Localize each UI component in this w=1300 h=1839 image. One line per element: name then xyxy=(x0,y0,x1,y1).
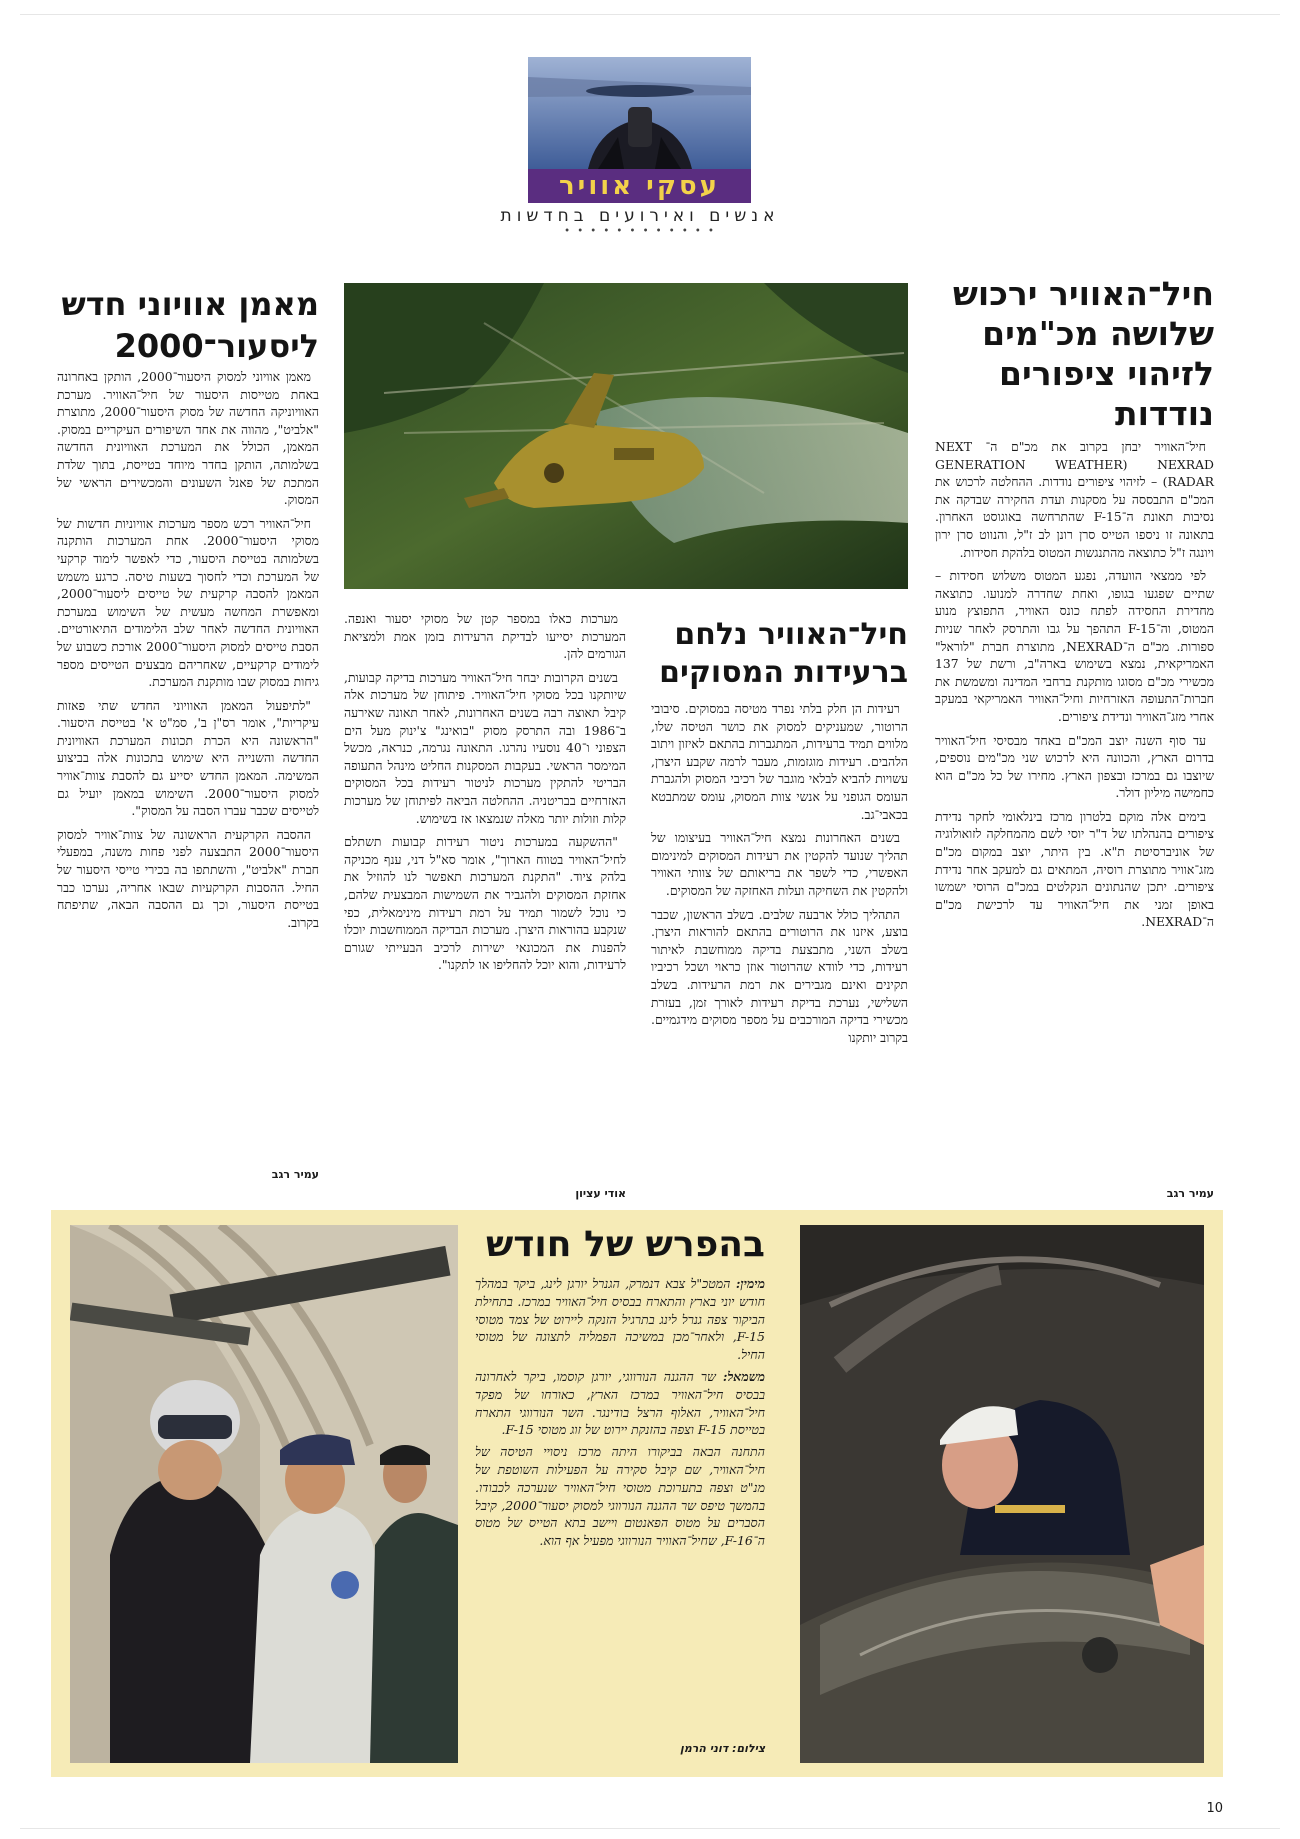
masthead-dots: • • • • • • • • • • • • xyxy=(564,226,716,237)
simulator-headline: מאמן אוויוני חדש ליסעור־2000 xyxy=(61,285,319,365)
bottom-rule xyxy=(20,1828,1280,1829)
birds-headline: חיל־האוויר ירכוש שלושה מכ"מים לזיהוי ציפורים נודדות xyxy=(952,274,1214,433)
feature-body xyxy=(475,1275,765,1550)
vibration-paragraph: התהליך כולל ארבעה שלבים. בשלב הראשון, שכבר בוצע, איזנו את הרוטורים בהתאם להוראות היצרן. בשלב השני, מתבצעת בדיקה ממוחשבת לאיתור רעידות, כדי לוודא שהרוטור אוזן כראוי ושכל רכיביו תקינים ואינם מגבירים את רמת הרעידות. בשלב השלישי, נערכת בדיקת רעידות לאורך זמן, בעזרת מכשירי בדיקה המורכבים על מספר מסוקים מידגמיים. בקרוב יותקנו xyxy=(651,906,908,1045)
feature-photo-credit: צילום: דוני הרמן xyxy=(680,1742,765,1755)
masthead-logo xyxy=(528,57,751,203)
birds-paragraph: חיל־האוויר יבחן בקרוב את מכ"ם ה־ NEXT GENERATION WEATHER) NEXRAD RADAR) – לזיהוי ציפורים נודדות. ההחלטה לרכוש את המכ"ם התבססה על מסקנות ועדת החקירה שבדקה את נסיבות תאונת ה־F-15 שהתרחשה באוגוסט האחרון. בתאונה זו ניספו הטייס סרן רונן לב ז"ל, והנווט סרן ירון ויונגה ז"ל כתוצאה מהתנגשות המטוס בלהקת חסידות. xyxy=(935,439,1214,560)
vibration-paragraph: בשנים הקרובות יבחר חיל־האוויר מערכות בדיקה קבועות, שיותקנו בכל מסוקי חיל־האוויר. פיתוחן של מערכות אלה קיבל תאוצה רבה בשנים האחרונות, לאחר תאונה שאירעה ב־1986 ובה התרסק מסוק "בואינג" צ'ינוק מעל הים הצפוני ו־40 נוסעיו נהרגו. התאונה נגרמה, כנראה, מכשל המימסר הראשי. בעקבות המסקנות החליט מינהל התעופה הבריטי להתקין מערכות לניטור רעידות בכל המסוקים האזרחיים בבריטניה. ההחלטה הביאה לפיתוחן של מערכות קלות וזולות יותר מאלה שנמצאו אז בשימוש. xyxy=(344,669,626,826)
page-number: 10 xyxy=(1206,1801,1223,1816)
vibration-paragraph: "ההשקעה במערכות ניטור רעידות קבועות תשתלם לחיל־האוויר בטווח הארוך", אומר סא"ל דני, ענף מכניקה בלהק ציוד. "התקנת המערכות תאפשר לנו להוזיל את אחזקת המסוקים ולהגביר את השמישות המבצעית שלהם, כי נוכל לשמור תמיד על רמת רעידות מינימאלית, כפי שנקבע בהוראות היצרן. מערכות הבדיקה הממוחשבות יוכלו להפנות את המכונאי ישירות לרכיב הבעייתי שגורם לרעידות, והוא יוכל להחליפו או לתקנו". xyxy=(344,834,626,973)
simulator-paragraph: "לתיפעול המאמן האוויוני החדש שתי פאזות עיקריות", אומר רס"ן ב', סמ"ט א' בטייסת היסעור. "הראשונה היא הכרת תכונות המערכת האוויונית החדשה והשנייה היא שימוש בתכונות אלה בביצוע המשימה. המאמן החדש יסייע גם להסבת צוות־אוויר למסוק היסעור־2000. השימוש במאמן יועיל גם לטייסים שכבר עברו הסבה על המסוק". xyxy=(57,697,319,819)
feature-lead-right: מימין: xyxy=(735,1276,765,1291)
top-rule xyxy=(20,14,1280,15)
feature-paragraph xyxy=(475,1275,765,1364)
feature-paragraph xyxy=(475,1368,765,1439)
vibration-paragraph: בשנים האחרונות נמצא חיל־האוויר בעיצומו של תהליך שנועד להקטין את רעידות המסוקים למינימום האפשרי, כדי לשפר את בריאותם של צוותי האוויר ולהקטין את השחיקה ועלות האחזקה של המסוקים. xyxy=(651,830,908,898)
masthead-subtitle: אנשים ואירועים בחדשות xyxy=(500,206,780,226)
helicopter-photo xyxy=(344,283,908,589)
vibration-body-continued xyxy=(344,610,626,980)
vibration-paragraph: רעידות הן חלק בלתי נפרד מטיסה במסוקים. סיבובי הרוטור, שמעניקים למסוק את כושר הטיסה שלו, מלווים תמיד ברעידות, המתגברות בהתאם לאיזון ויתוב הלהבים. רעידות מוגזמות, מעבר לרמה שקבע היצרן, עשויות להביא לבלאי מוגבר של רכיבי המסוק ולהגברת העומס הגופני על אנשי צוות המסוק, עומס שמתבטא בכאבי־גב. xyxy=(651,701,908,822)
birds-paragraph: בימים אלה מוקם בלטרון מרכז בינלאומי לחקר נדידת ציפורים בהנהלתו של ד"ר יוסי לשם מהמחלקה לזואולוגיה של אוניברסיטת ת"א. בין היתר, יוצב במקום מכ"ם מזג־אוויר מתוצרת רוסיה, המתאים גם למעקב אחר נדידת ציפורים. יתכן שהנתונים הנקלטים במכ"ם הרוסי ישמשו באופן זמני את חיל־האוויר עד לרכישת מכ"ם ה־NEXRAD. xyxy=(935,808,1214,930)
feature-headline: בהפרש של חודש xyxy=(485,1224,765,1265)
simulator-paragraph: ההסבה הקרקעית הראשונה של צוות־אוויר למסוק היסעור־2000 התבצעה לפני פחות משנה, במפעלי חברת "אלביט", והשתתפו בה בכירי טייסי היסעור של החיל. ההסבות הקרקעיות שבאו אחריה, נערכו כבר בטייסת היסעור, וכך גם ההסבה הבאה, שתיפתח בקרוב. xyxy=(57,826,319,930)
feature-lead-left: משמאל: xyxy=(722,1368,765,1384)
feature-text: המטכ"ל צבא דנמרק, הגנרל יורגן לינג, ביקר במהלך חודש יוני בארץ והתארח בבסיס חיל־האוויר במרכז. בתחילת הביקור צפה גנרל לינג בתרגיל הזנקה ליירוט של צמד מטוסי F-15, ולאחר־מכן במשיכה הפמליה לתצוגה של מטוסי החיל. xyxy=(475,1276,765,1363)
simulator-paragraph: חיל־האוויר רכש מספר מערכות אוויוניות חדשות של מסוקי היסעור־2000. אחת המערכות הותקנה בשלמותה בטייסת היסעור, כדי לאפשר לימוד קרקעי של המערכת וכדי לחסוך בשעות טיסה. כרגע משמש המאמן להסבה קרקעית של טייסים ליסעור־2000, ומאפשרת המחשה מעשית של השימוש במערכת האוויונית החדשה לאחר שלב הלימודים התיאורטיים. הסבת טייסים למסוק היסעור־2000 אורכת כשבוע של לימודים קרקעיים, שאחריהם מבצעים הטייסים מספר גיחות במסוק שבו מותקנת המערכת. xyxy=(57,515,319,690)
birds-author: עמיר רגב xyxy=(1166,1187,1214,1200)
birds-paragraph: עד סוף השנה יוצב המכ"ם באחד מבסיסי חיל־האוויר בדרום הארץ, והכוונה היא לרכוש שני מכ"מים נוספים, שיוצבו גם במרכז ובצפון הארץ. מחירו של כל מכ"ם הוא כחמישה מיליון דולר. xyxy=(935,732,1214,801)
feature-paragraph xyxy=(475,1443,765,1550)
helmet-photo xyxy=(70,1225,458,1763)
vibration-headline: חיל־האוויר נלחם ברעידות המסוקים xyxy=(659,617,908,690)
birds-paragraph: לפי ממצאי הוועדה, נפגע המטוס משלוש חסידות – שתיים שפגעו בגופו, ואחת שחדרה למנועו. כתוצאה מחדירת החסידה לפתח כונס האוויר, התפוצץ מנוע המטוס, וה־F-15 התהפך על גבו והתרסק לאחר שניות ספורות. מכ"ם ה־NEXRAD, מתוצרת חברת "לוראל" האמריקאית, נמצא בשימוש בארה"ב, ורשת של 137 מכשירי מכ"ם מסוגו מותקנת ברחבי המדינה ומשמשת את חברות־התעופה האזרחיות וחיל־האוויר האמריקאי במעקב אחרי מזג־האוויר ונדידת ציפורים. xyxy=(935,568,1215,724)
birds-body xyxy=(935,438,1214,937)
logo-text: עסקי אוויר xyxy=(559,171,720,201)
feature-text: שר ההגנה הנורווגי, יורגן קוסמו, ביקר לאחרונה בבסיס חיל־האוויר במרכז הארץ, כאורחו של מפקד חיל־האוויר, האלוף הרצל בודינגר. השר הנורווגי התארח בטייסת F-15 וצפה בהזנקת יירוט של זוג מטוסי F-15. xyxy=(475,1368,765,1438)
simulator-author: עמיר רגב xyxy=(271,1168,319,1181)
simulator-paragraph: מאמן אוויוני למסוק היסעור־2000, הותקן באחרונה באחת מטייסות היסעור של חיל־האוויר. מערכת האוויוניקה החדשה של מסוק היסעור־2000, מתוצרת "אלביט", מהווה את אחד השיפורים העיקריים במסוק. המאמן, הכולל את המערכת האוויונית החדשה בשלמותה, הותקן בחדר מיוחד בטייסת, בתוך שלדת המתכת של פאנל השעונים והמכשירים הראשי של המסוק. xyxy=(57,369,319,508)
simulator-body xyxy=(57,368,319,937)
vibration-author: אודי עציון xyxy=(575,1187,626,1200)
vibration-paragraph: מערכות כאלו במספר קטן של מסוקי יסעור ואנפה. המערכות יסייעו לבדיקת הרעידות בזמן אמת ולמציאת הגורמים להן. xyxy=(344,611,626,662)
vibration-body xyxy=(651,700,908,1052)
feature-text: התחנה הבאה בביקורו היתה מרכז ניסויי הטיסה של חיל־האוויר, שם קיבל סקירה על הפעילות השוטפת של מנ"ט וצפה בתערוכת מטוסי חיל־האוויר שנערכה לכבודו. בהמשך טיפס שר ההגנה הנורווגי למסוק יסעור־2000, קיבל הסברים על מטוס הפאנטום ויישב בתא הטייס של מטוס ה־F-16, שחיל־האוויר הנורווגי מפעיל אף הוא. xyxy=(475,1444,765,1549)
cockpit-photo xyxy=(800,1225,1204,1763)
